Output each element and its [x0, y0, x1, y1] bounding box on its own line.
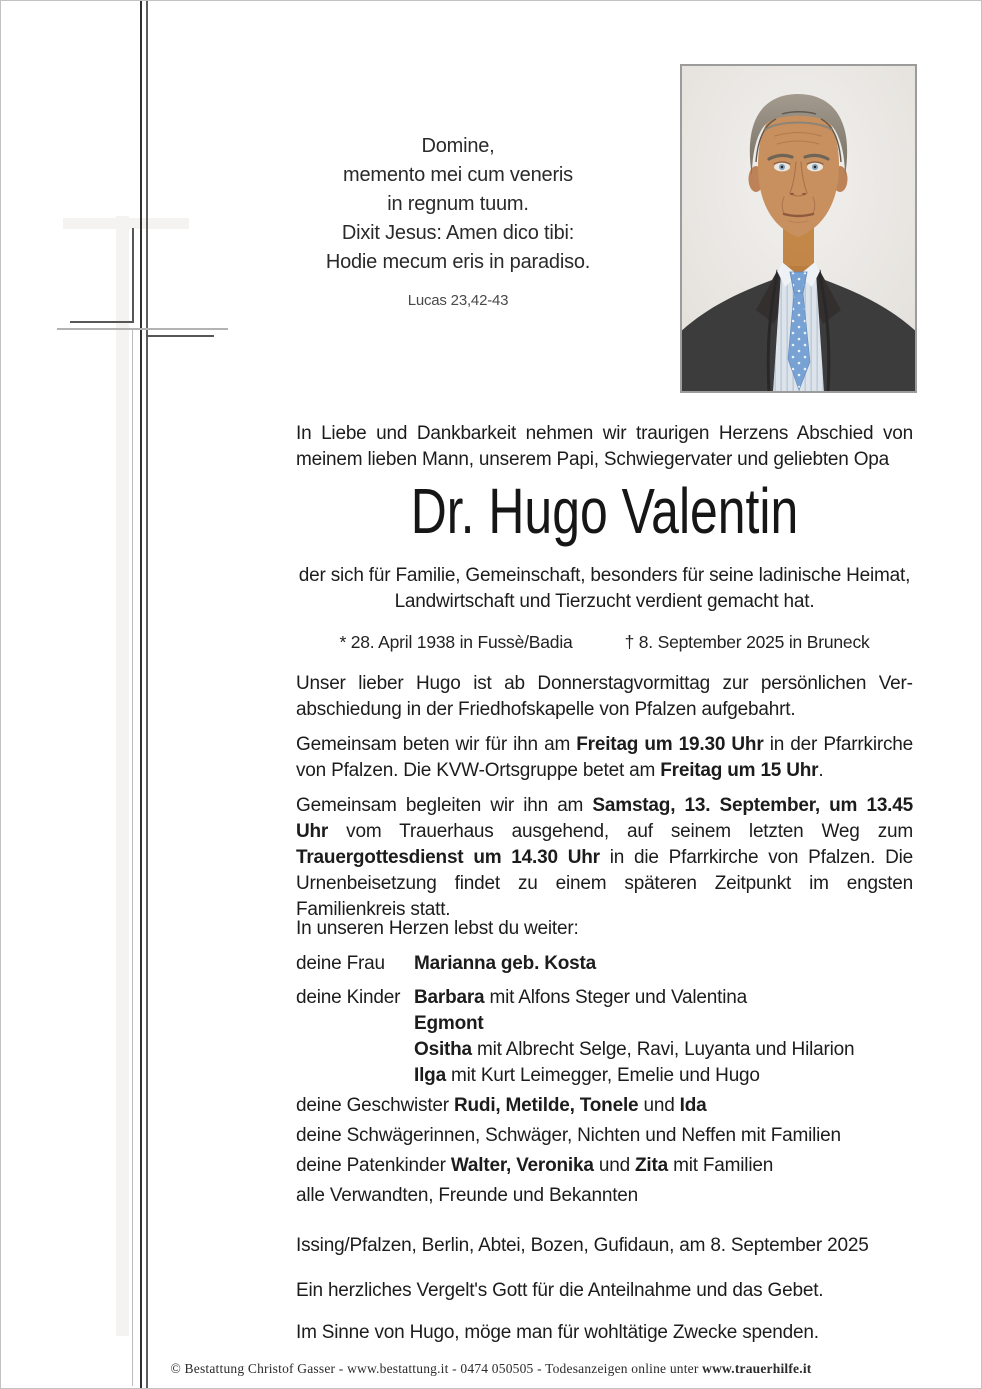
mourners-section — [296, 916, 913, 1209]
cross-shadow-horizontal — [63, 218, 189, 229]
siblings-text: deine Geschwister — [296, 1095, 454, 1116]
funeral-text: in die Pfarrkirche von Pfalzen. Die Urnenbeisetzung findet zu einem späteren Zeitpunkt im engsten Familienkreis statt. — [296, 847, 913, 920]
wife-row — [296, 951, 913, 977]
death-date: † 8. September 2025 in Bruneck — [624, 632, 870, 652]
cross-stem-upper — [132, 228, 134, 322]
funeral-home-footer — [1, 1361, 981, 1377]
quote-line: memento mei cum veneris — [343, 164, 573, 186]
quote-line: Hodie mecum eris in paradiso. — [325, 251, 591, 273]
child-rest: mit Albrecht Selge, Ravi, Luyanta und Hilarion — [471, 1039, 855, 1060]
quote-line: Dixit Jesus: Amen dico tibi: — [341, 222, 575, 244]
quote-line: Domine, — [421, 135, 495, 157]
prayer-time-bold: Freitag um 19.30 Uhr — [576, 734, 764, 755]
cross-arm-left — [70, 321, 134, 323]
child-line — [414, 985, 854, 1011]
prayer-text: Gemeinsam beten wir für ihn am — [296, 734, 577, 755]
footer-site-bold: www.trauerhilfe.it — [702, 1361, 812, 1376]
child-line — [414, 1011, 854, 1037]
birth-date: * 28. April 1938 in Fussè/Badia — [339, 632, 573, 652]
cross-arm-right — [146, 335, 214, 337]
godchildren-names-bold: Zita — [635, 1155, 668, 1176]
thanks-line: Ein herzliches Vergelt's Gott für die Anteilnahme und das Gebet. — [296, 1280, 824, 1301]
child-name: Egmont — [414, 1013, 484, 1034]
mourners-heading: In unseren Herzen lebst du weiter: — [296, 918, 579, 939]
child-name: Ilga — [414, 1065, 446, 1086]
child-name: Ositha — [414, 1039, 472, 1060]
laying-out-paragraph: Unser lieber Hugo ist ab Donnerstagvormittag zur persönlichen Verabschiedung in der Friedhofskapelle von Pfalzen aufgebahrt. — [296, 673, 913, 720]
portrait-photo — [680, 64, 917, 393]
inlaws-line: deine Schwägerinnen, Schwäger, Nichten und Neffen mit Familien — [296, 1125, 841, 1146]
wife-name-bold: Marianna geb. Kosta — [414, 953, 597, 974]
siblings-names-bold: Ida — [679, 1095, 707, 1116]
siblings-text: und — [638, 1095, 680, 1116]
child-rest: mit Kurt Leimegger, Emelie und Hugo — [445, 1065, 760, 1086]
wife-label: deine Frau — [296, 953, 385, 974]
funeral-text: vom Trauerhaus ausgehend, auf seinem letzten Weg zum — [328, 821, 913, 842]
funeral-date-bold: Samstag, 13. September, um 13.45 Uhr — [296, 795, 913, 842]
godchildren-text: mit Familien — [668, 1155, 774, 1176]
dedication-text: der sich für Familie, Gemeinschaft, besonders für seine ladinische Heimat, Landwirtschaft und Tierzucht verdient gemacht hat. — [298, 565, 911, 612]
service-time-bold: Trauergottesdienst um 14.30 Uhr — [296, 847, 600, 868]
cross-shadow-vertical — [116, 216, 129, 1336]
child-name: Barbara — [414, 987, 485, 1008]
cross-stem-lower — [132, 328, 133, 1386]
intro-text: In Liebe und Dankbarkeit nehmen wir traurigen Herzens Abschied von meinem lieben Mann, unserem Papi, Schwiegervater und geliebten Opa — [296, 423, 913, 470]
siblings-line — [296, 1093, 913, 1119]
godchildren-text: und — [593, 1155, 636, 1176]
children-row — [296, 985, 913, 1089]
wife-name — [414, 951, 596, 977]
cross-vertical-line-mid — [146, 1, 148, 1388]
life-dates — [296, 632, 913, 653]
places-date-line: Issing/Pfalzen, Berlin, Abtei, Bozen, Gufidaun, am 8. September 2025 — [296, 1235, 869, 1256]
quote-reference: Lucas 23,42-43 — [407, 292, 509, 309]
prayer-text: . — [818, 760, 824, 781]
deceased-name: Dr. Hugo Valentin — [410, 475, 799, 547]
rosary-time-bold: Freitag um 15 Uhr — [660, 760, 819, 781]
cross-vertical-line-dark — [140, 1, 142, 1388]
children-list — [414, 985, 854, 1089]
children-label: deine Kinder — [296, 987, 401, 1008]
child-line — [414, 1063, 854, 1089]
prayer-text: in der Pfarrkirche von Pfalzen. Die KVW-Ortsgruppe betet am — [296, 734, 914, 781]
footer-text: © Bestattung Christof Gasser - www.bestattung.it - 0474 050505 - Todesanzeigen online unter — [170, 1361, 703, 1376]
scripture-quote — [248, 132, 668, 315]
child-rest: mit Alfons Steger und Valentina — [484, 987, 747, 1008]
funeral-paragraph — [296, 793, 913, 923]
siblings-names-bold: Rudi, Metilde, Tonele — [453, 1095, 639, 1116]
donation-line: Im Sinne von Hugo, möge man für wohltätige Zwecke spenden. — [296, 1322, 819, 1343]
cross-arm-wide — [57, 328, 228, 330]
child-line — [414, 1037, 854, 1063]
godchildren-names-bold: Walter, Veronika — [450, 1155, 594, 1176]
prayer-paragraph — [296, 732, 913, 784]
quote-line: in regnum tuum. — [387, 193, 529, 215]
godchildren-line — [296, 1153, 913, 1179]
portrait-illustration — [682, 66, 915, 391]
all-relatives-line: alle Verwandten, Freunde und Bekannten — [296, 1185, 639, 1206]
godchildren-text: deine Patenkinder — [296, 1155, 451, 1176]
funeral-text: Gemeinsam begleiten wir ihn am — [296, 795, 593, 816]
